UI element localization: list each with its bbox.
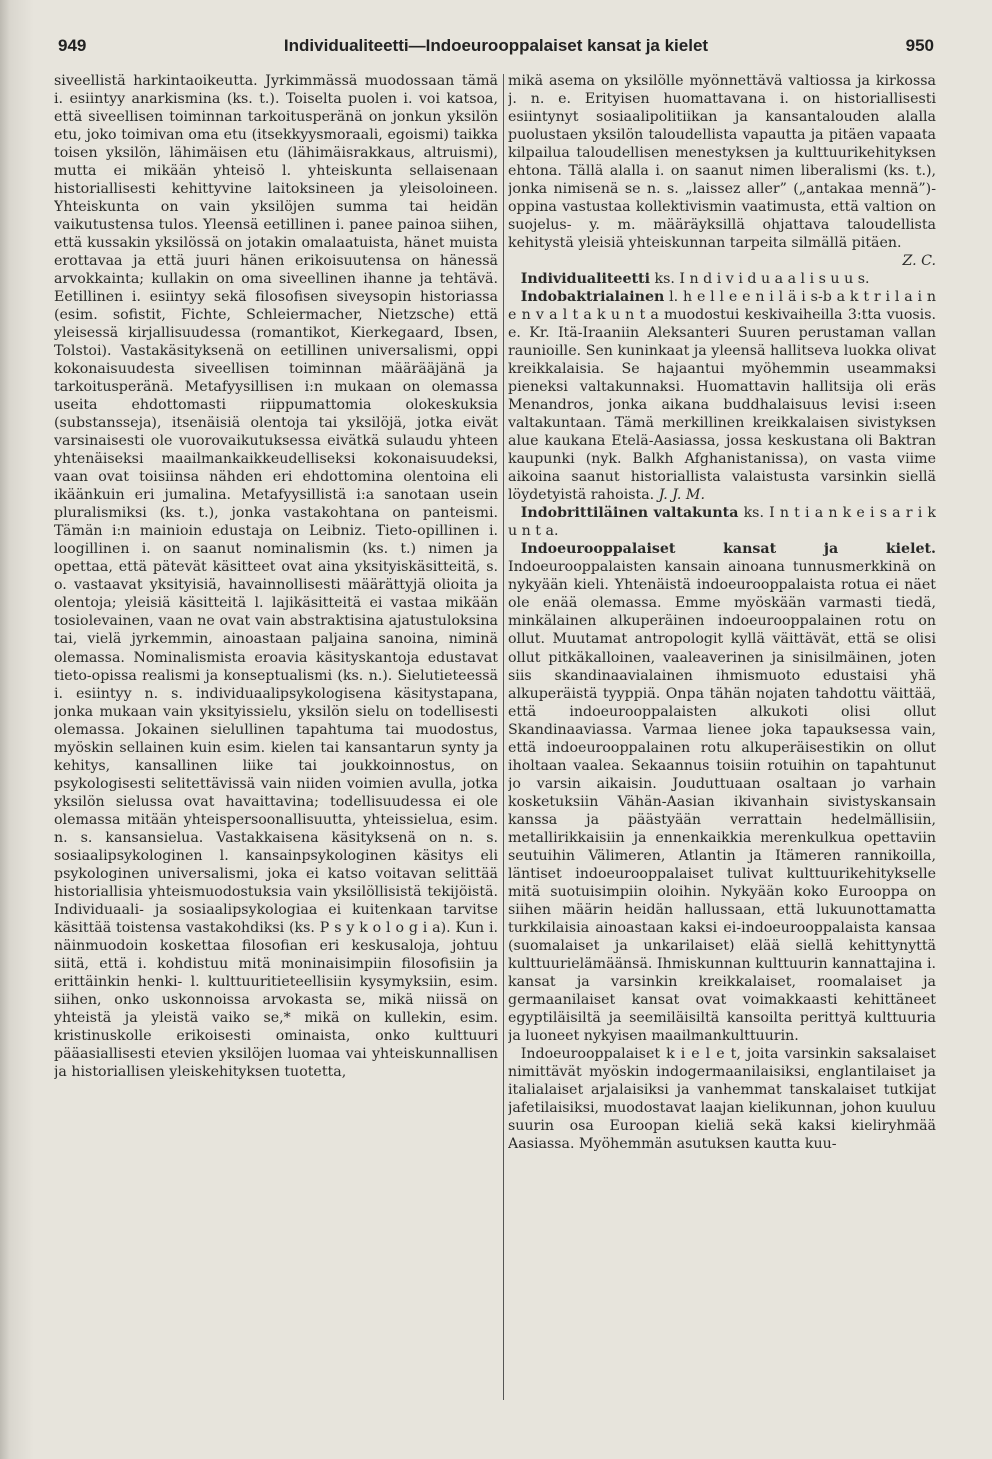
page-header: [58, 36, 934, 58]
author-signature: Z. C.: [902, 253, 936, 270]
paragraph: mikä asema on yksilölle myönnettävä valtiossa ja kirkossa j. n. e. Erityisen huomattavana i. on historiallisesti esiintynyt sosiaalipolitiikan ja kansantalouden alalla puolustaen yksilön taloudellista vapautta ja pitäen vapaata kilpailua taloudellisen menestyksen ja kulttuurikehityksen ehtona. Tällä alalla i. on saanut nimen liberalismi (ks. t.), jonka nimisenä se n. s. „laissez aller” („antakaa mennä”)-oppina vastustaa kollektivismin vaatimusta, että valtion on suojelus- y. m. määräyksillä ohjattava taloudellista kehitystä yleisiä yhteiskunnan tarpeita silmällä pitäen.: [508, 73, 936, 252]
entry-text: ks. I n t i a n k e i s a r i k u n t a.: [508, 505, 936, 540]
book-spine-shadow: [0, 0, 34, 1459]
left-page-number: 949: [58, 36, 87, 55]
left-column: [54, 72, 498, 1402]
entry-term: Indobrittiläinen valtakunta: [520, 505, 739, 522]
entry-term: Individualiteetti: [520, 271, 650, 288]
author-signature: J. J. M.: [658, 487, 705, 504]
running-title: Individualiteetti—Indoeurooppalaiset kansat ja kielet: [283, 36, 709, 55]
entry-indoeurooppalaiset: [508, 540, 936, 1044]
entry-text: l. h e l l e e n i l ä i s-b a k t r i l a i n e n v a l t a k u n t a muodostui keskivaiheilla 3:tta vuosis. e. Kr. Itä-Iraaniin Aleksanteri Suuren perustaman vallan raunioille. Sen kuninkaat ja yleensä hallitseva luokka olivat kreikkalaisia. Se hajaantui myöhemmin useammaksi pieneksi valtakunnaksi. Huomattavin hallitsija oli eräs Menandros, jonka aikana buddhalaisuus levisi i:seen valtakuntaan. Tämä merkillinen kreikkalaisen sivistyksen alue kaukana Etelä-Aasiassa, jossa keskustana oli Baktran kaupunki (nyk. Balkh Afghanistanissa), on vasta viime aikoina saanut historiallista valaistusta varsinkin siellä löydetyistä rahoista.: [508, 289, 936, 504]
entry-term: Indobaktrialainen: [520, 289, 665, 306]
entry-individualiteetti: [508, 270, 936, 288]
entry-text: Indoeurooppalaisten kansain ainoana tunnusmerkkinä on nykyään kieli. Yhtenäistä indoeurooppalaista rotua ei näet ole enää olemassa. Emme myöskään varmasti tiedä, minkälainen alkuperäinen indoeurooppalainen rotu on ollut. Muutamat antropologit kyllä väittävät, että se olisi ollut pitkäkalloinen, vaaleaverinen ja sinisilmäinen, joten siis skandinaavialainen ihmismuoto edustaisi yhä alkuperäistä tyyppiä. Onpa tähän nojaten tahdottu väittää, että indoeurooppalaisten alkukoti olisi ollut Skandinaaviassa. Varmaa lienee joka tapauksessa vain, että indoeurooppalainen rotu alkuperäisestikin on ollut iholtaan vaalea. Sekaannus toisiin rotuihin on tapahtunut jo varsin aikaisin. Jouduttuaan osaltaan jo varhain kosketuksiin Vähän-Aasian ikivanhain sivistyskansain kanssa ja päästyään verrattain hedelmällisiin, metallirikkaisiin ja ennenkaikkia merenkulkua opettaviin seutuihin Välimeren, Atlantin ja Itämeren rannikoilla, läntiset indoeurooppalaiset tulivat kulttuurikehitykselle mitä suotuisimpiin oloihin. Nykyään koko Eurooppa on siihen määrin heidän hallussaan, että lukuunottamatta turkkilaisia ainoastaan kaksi ei-indoeurooppalaista kansaa (suomalaiset ja unkarilaiset) elää siellä kehittynyttä kulttuurielämäänsä. Ihmiskunnan kulttuurin kannattajina i. kansat ja varsinkin kreikkalaiset, roomalaiset ja germaanilaiset kansat ovat voimakkaasti kehittäneet egyptiläisiltä ja seemiläisiltä kansoilta perittyä kulttuuria ja luoneet nykyisen maailmankulttuurin.: [508, 559, 936, 1044]
entry-term: Indoeurooppalaiset kansat ja kielet.: [520, 541, 936, 558]
paragraph: siveellistä harkintaoikeutta. Jyrkimmässä muodossaan tämä i. esiintyy anarkismina (ks. t.). Toiselta puolen i. voi katsoa, että siveellisen toiminnan tarkoitusperänä on jonkun yksilön etu, joko toimivan oma etu (itsekkyysmoraali, egoismi) taikka toisen yksilön, lähimäisen etu (lähimäisrakkaus, altruismi), mutta ei mikään yhteisö l. yhteiskunta sellaisenaan historiallisesti kehittyvine laitoksineen ja yleisoloineen. Yhteiskunta on vain yksilöjen summa tai heidän vaikutustensa tulos. Yleensä eetillinen i. panee painoa siihen, että kussakin yksilössä on jotakin omalaatuista, hänet muista erottavaa ja että juuri hänen erikoisuutensa on hänessä arvokkainta; kullakin on oma siveellinen ihanne ja tehtävä. Eetillinen i. esiintyy sekä filosofisen siveysopin historiassa (esim. sofistit, Fichte, Schleiermacher, Nietzsche) että yleisessä kirjallisuudessa (romantikot, Kierkegaard, Ibsen, Tolstoi). Vastakäsityksenä on eetillinen universalismi, oppi kokonaisuudesta siveellisen toiminnan määrääjänä ja tarkoitusperänä. Metafyysillisen i:n mukaan on olemassa useita ehdottomasti riippumattomia olokeskuksia (substansseja), itsenäisiä olentoja tai yksilöjä, jotka eivät varsinaisesti ole vuorovaikutuksessa eivätkä sulaudu yhteen yhtenäiseksi maailmankaikkeudelliseksi kokonaisuudeksi, vaan ovat toisiinsa nähden eri ehdottomina olentoina eli ikäänkuin eri jumalina. Metafyysillistä i:a sanotaan usein pluralismiksi (ks. t.), jonka vastakohtana on panteismi. Tämän i:n mainioin edustaja on Leibniz. Tieto-opillinen i. loogillinen i. on saanut nominalismin (ks. t.) nimen ja opettaa, että pätevät käsitteet ovat aina yksityiskäsitteitä, s. o. vastaavat yksityisiä, havainnollisesti määrättyjä olioita ja olentoja; yleisiä käsitteitä l. lajikäsitteitä ei vastaa mikään tosiolevainen, vaan ne ovat vain abstraktisina ajatustuloksina tai, vielä jyrkemmin, ainoastaan paljaina sanoina, niminä olemassa. Nominalismista eroavia käsityskantoja edustavat tieto-opissa realismi ja konseptualismi (ks. n.). Sielutieteessä i. esiintyy n. s. individuaalipsykologisena käsitystapana, jonka mukaan vain yksityissielu, yksilön sielu on todellisesti olemassa. Jokainen sielullinen tapahtuma tai muodostus, myöskin sellainen kuin esim. kielen tai kansantarun synty ja kehitys, kansallinen liike tai joukkoinnostus, on psykologisesti selitettävissä vain niiden voimien avulla, jotka yksilön sielussa ovat havaittavina; todellisuudessa ei ole olemassa mitään yhteispersoonallisuutta, yhteissielua, esim. n. s. kansansielua. Vastakkaisena käsityksenä on n. s. sosiaalipsykologinen l. kansainpsykologinen käsitys eli psykologinen universalismi, joka ei katso voitavan selittää historiallisia yhteismuodostuksia vain yksilöllisistä tekijöistä. Individuaali- ja sosiaalipsykologiaa ei kuitenkaan tarvitse käsittää toistensa vastakohdiksi (ks. P s y k o l o g i a). Kun i. näinmuodoin koskettaa filosofian eri keskusaloja, johtuu siitä, että i. kohdistuu mitä moninaisimpiin filosofisiin ja erittäinkin henki- l. kulttuuritieteellisiin kysymyksiin, esim. siihen, onko uskonnoissa arvokasta se, mikä niissä on yhteistä ja yleistä vaiko se,* mikä on kullekin, esim. kristinuskolle erikoisesti ominaista, onko kulttuuri pääasiallisesti etevien yksilöjen luomaa vai yhteiskunnallisen ja historiallisen yleiskehityksen tuotetta,: [54, 73, 498, 1080]
column-divider: [503, 74, 504, 1400]
entry-indobrittilainen: [508, 504, 936, 540]
entry-text: ks. I n d i v i d u a a l i s u u s.: [654, 271, 870, 288]
right-page-number: 950: [905, 36, 934, 55]
right-column: [508, 72, 936, 1402]
entry-indobaktrialainen: [508, 288, 936, 504]
paragraph: Indoeurooppalaiset k i e l e t, joita varsinkin saksalaiset nimittävät myöskin indogermaanilaisiksi, englantilaiset ja italialaiset arjalaisiksi ja vanhemmat tanskalaiset tutkijat jafetilaisiksi, muodostavat laajan kielikunnan, johon kuuluu suurin osa Euroopan kieliä sekä kaksi kieliryhmää Aasiassa. Myöhemmän asutuksen kautta kuu-: [508, 1045, 936, 1152]
